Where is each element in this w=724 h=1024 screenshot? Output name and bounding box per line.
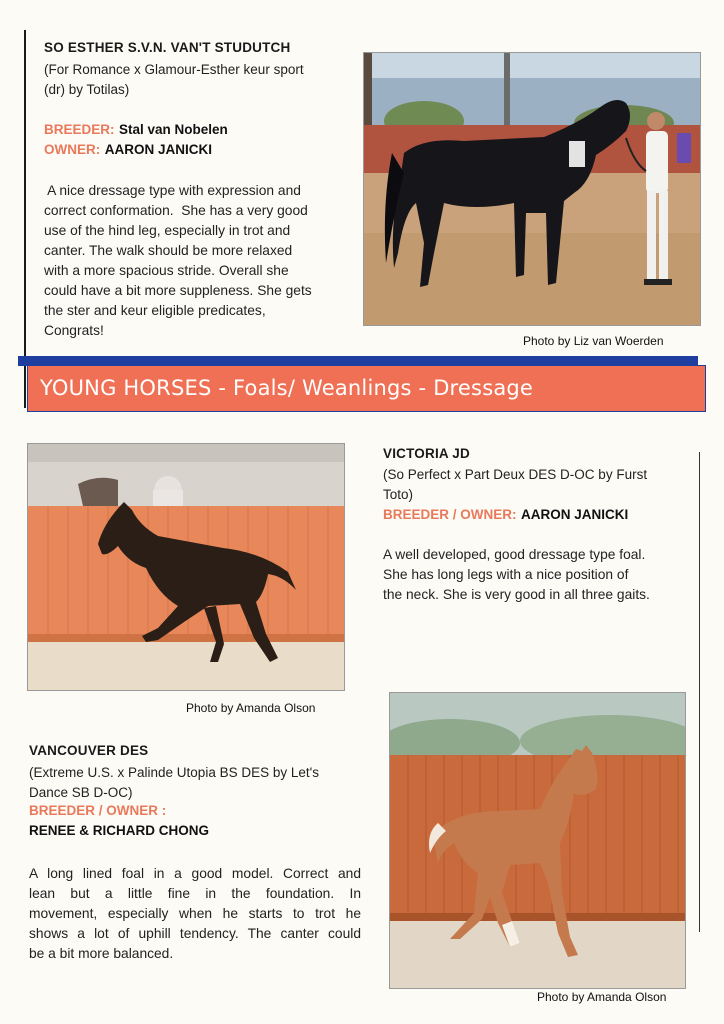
owner-value: AARON JANICKI bbox=[104, 142, 212, 157]
breeder-owner-label: BREEDER / OWNER: bbox=[383, 507, 517, 522]
desc-line: She has long legs with a nice position of bbox=[383, 567, 629, 582]
desc-line: canter. The walk should be more relaxed bbox=[44, 243, 293, 258]
desc-line: shows a lot of uphill tendency. The canter could bbox=[29, 926, 361, 941]
black-horse-photo-illustration bbox=[364, 53, 700, 325]
horse1-pedigree-line2: (dr) by Totilas) bbox=[44, 82, 130, 97]
horse2-photo bbox=[27, 443, 345, 691]
horse1-name: SO ESTHER S.V.N. VAN'T STUDUTCH bbox=[44, 40, 291, 55]
desc-line: lean but a little fine in the foundation. In bbox=[29, 886, 361, 901]
right-border-line bbox=[699, 452, 700, 932]
horse1-pedigree-line1: (For Romance x Glamour-Esther keur sport bbox=[44, 62, 304, 77]
horse1-description bbox=[44, 181, 354, 341]
horse1-photo bbox=[363, 52, 701, 326]
horse1-photo-caption: Photo by Liz van Woerden bbox=[523, 334, 664, 348]
horse2-description bbox=[383, 545, 703, 605]
horse2-breeder-owner bbox=[383, 506, 628, 524]
breeder-label: BREEDER: bbox=[44, 122, 115, 137]
section-banner bbox=[27, 365, 706, 412]
horse2-name: VICTORIA JD bbox=[383, 446, 470, 461]
desc-line: the ster and keur eligible predicates, bbox=[44, 303, 266, 318]
horse1-breeder bbox=[44, 121, 228, 139]
breeder-owner-value: AARON JANICKI bbox=[520, 507, 629, 522]
horse2-pedigree-line1: (So Perfect x Part Deux DES D-OC by Furst bbox=[383, 467, 648, 482]
chestnut-foal-photo-illustration bbox=[390, 693, 685, 988]
horse3-name: VANCOUVER DES bbox=[29, 743, 149, 758]
desc-line: with a more spacious stride. Overall she bbox=[44, 263, 289, 278]
horse2-pedigree-line2: Toto) bbox=[383, 487, 414, 502]
desc-line: A well developed, good dressage type foal. bbox=[383, 547, 646, 562]
desc-line: correct conformation. She has a very good bbox=[44, 203, 308, 218]
horse3-breeder-owner-label: BREEDER / OWNER : bbox=[29, 803, 167, 818]
breeder-value: Stal van Nobelen bbox=[118, 122, 228, 137]
horse1-owner bbox=[44, 141, 212, 159]
horse2-photo-caption: Photo by Amanda Olson bbox=[186, 701, 316, 715]
left-border-line bbox=[24, 30, 26, 408]
horse3-description bbox=[29, 864, 361, 964]
dark-foal-photo-illustration bbox=[28, 444, 344, 690]
desc-line: Congrats! bbox=[44, 323, 104, 338]
horse3-breeder-owner-value: RENEE & RICHARD CHONG bbox=[29, 823, 210, 838]
horse3-photo bbox=[389, 692, 686, 989]
section-banner-title: YOUNG HORSES - Foals/ Weanlings - Dressage bbox=[40, 376, 534, 400]
owner-label: OWNER: bbox=[44, 142, 101, 157]
desc-line: could have a bit more suppleness. She gets bbox=[44, 283, 312, 298]
horse3-pedigree-line1: (Extreme U.S. x Palinde Utopia BS DES by Let's bbox=[29, 765, 319, 780]
desc-line: movement, especially when he starts to trot he bbox=[29, 906, 361, 921]
desc-line: A long lined foal in a good model. Correct and bbox=[29, 866, 361, 881]
desc-line: the neck. She is very good in all three gaits. bbox=[383, 587, 650, 602]
desc-line: be a bit more balanced. bbox=[29, 946, 174, 961]
horse3-photo-caption: Photo by Amanda Olson bbox=[537, 990, 667, 1004]
horse3-pedigree-line2: Dance SB D-OC) bbox=[29, 785, 133, 800]
desc-line: A nice dressage type with expression and bbox=[44, 183, 301, 198]
desc-line: use of the hind leg, especially in trot and bbox=[44, 223, 291, 238]
